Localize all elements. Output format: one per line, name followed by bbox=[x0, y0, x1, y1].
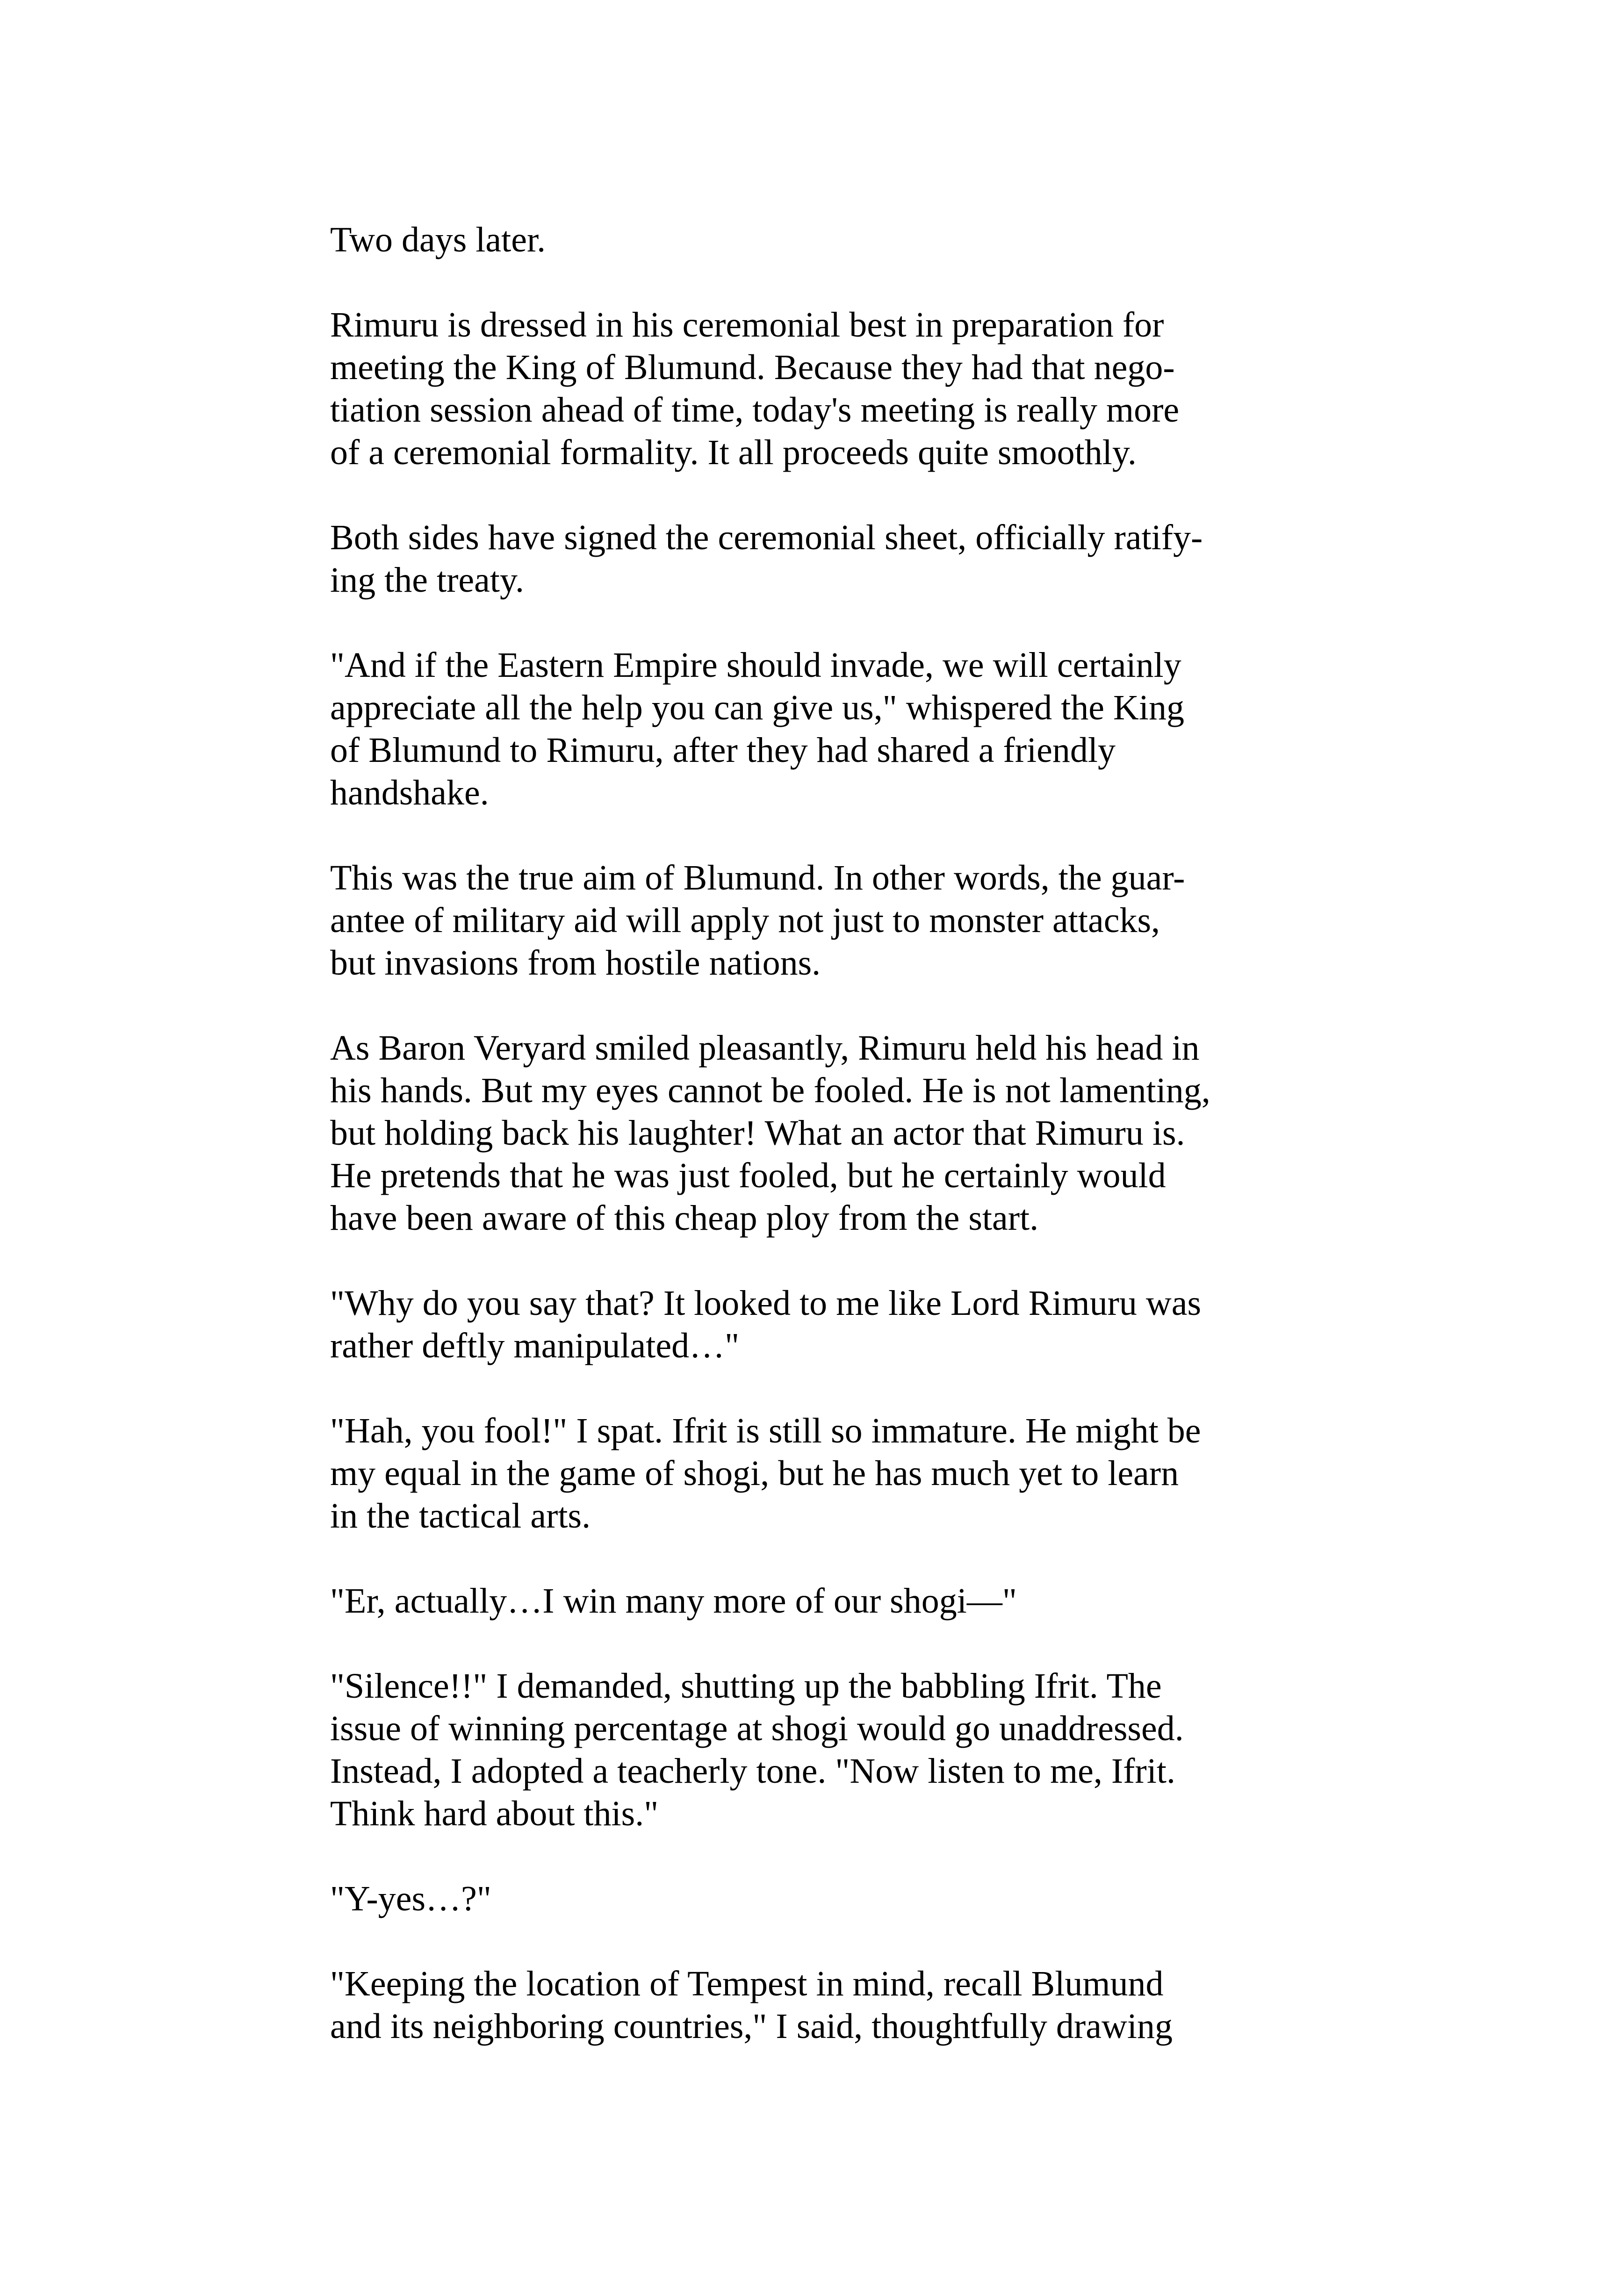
text-line: "And if the Eastern Empire should invade, we will certainly bbox=[330, 646, 1181, 685]
text-line: of Blumund to Rimuru, after they had shared a friendly bbox=[330, 731, 1116, 770]
paragraph bbox=[330, 1878, 1335, 1920]
paragraph bbox=[330, 517, 1335, 602]
text-line: and its neighboring countries," I said, thoughtfully drawing bbox=[330, 2007, 1173, 2046]
paragraph bbox=[330, 219, 1335, 261]
text-line: "Hah, you fool!" I spat. Ifrit is still so immature. He might be bbox=[330, 1411, 1201, 1450]
text-line: ing the treaty. bbox=[330, 560, 525, 600]
text-line: appreciate all the help you can give us," whispered the King bbox=[330, 688, 1184, 727]
text-line: Instead, I adopted a teacherly tone. "Now listen to me, Ifrit. bbox=[330, 1751, 1175, 1791]
text-line: my equal in the game of shogi, but he has much yet to learn bbox=[330, 1454, 1179, 1493]
paragraph bbox=[330, 857, 1335, 984]
text-line: handshake. bbox=[330, 773, 489, 812]
text-line: Both sides have signed the ceremonial sheet, officially ratify- bbox=[330, 518, 1203, 557]
paragraph bbox=[330, 1963, 1335, 2048]
text-line: "Why do you say that? It looked to me like Lord Rimuru was bbox=[330, 1284, 1202, 1323]
text-line: He pretends that he was just fooled, but he certainly would bbox=[330, 1156, 1166, 1195]
text-line: but invasions from hostile nations. bbox=[330, 943, 821, 983]
text-line: "Y-yes…?" bbox=[330, 1879, 491, 1918]
text-line: of a ceremonial formality. It all proceeds quite smoothly. bbox=[330, 433, 1137, 472]
text-line: "Keeping the location of Tempest in mind, recall Blumund bbox=[330, 1964, 1164, 2003]
text-block bbox=[330, 219, 1335, 2048]
text-line: his hands. But my eyes cannot be fooled. He is not lamenting, bbox=[330, 1071, 1210, 1110]
text-line: "Er, actually…I win many more of our shogi—" bbox=[330, 1581, 1017, 1621]
text-line: in the tactical arts. bbox=[330, 1496, 591, 1535]
paragraph bbox=[330, 304, 1335, 474]
text-line: antee of military aid will apply not just to monster attacks, bbox=[330, 901, 1160, 940]
paragraph bbox=[330, 1282, 1335, 1367]
text-line: meeting the King of Blumund. Because they had that nego- bbox=[330, 348, 1175, 387]
text-line: Rimuru is dressed in his ceremonial best in preparation for bbox=[330, 305, 1164, 344]
text-line: but holding back his laughter! What an actor that Rimuru is. bbox=[330, 1113, 1185, 1153]
paragraph bbox=[330, 1665, 1335, 1835]
text-line: issue of winning percentage at shogi would go unaddressed. bbox=[330, 1709, 1184, 1748]
text-line: tiation session ahead of time, today's meeting is really more bbox=[330, 390, 1180, 430]
text-line: "Silence!!" I demanded, shutting up the babbling Ifrit. The bbox=[330, 1666, 1162, 1706]
text-line: As Baron Veryard smiled pleasantly, Rimuru held his head in bbox=[330, 1028, 1200, 1068]
text-line: rather deftly manipulated…" bbox=[330, 1326, 740, 1365]
paragraph bbox=[330, 1027, 1335, 1240]
paragraph bbox=[330, 1580, 1335, 1622]
paragraph bbox=[330, 644, 1335, 814]
text-line: Think hard about this." bbox=[330, 1794, 659, 1833]
paragraph bbox=[330, 1410, 1335, 1537]
text-line: have been aware of this cheap ploy from the start. bbox=[330, 1198, 1039, 1238]
text-line: This was the true aim of Blumund. In other words, the guar- bbox=[330, 858, 1185, 897]
text-line: Two days later. bbox=[330, 220, 546, 259]
